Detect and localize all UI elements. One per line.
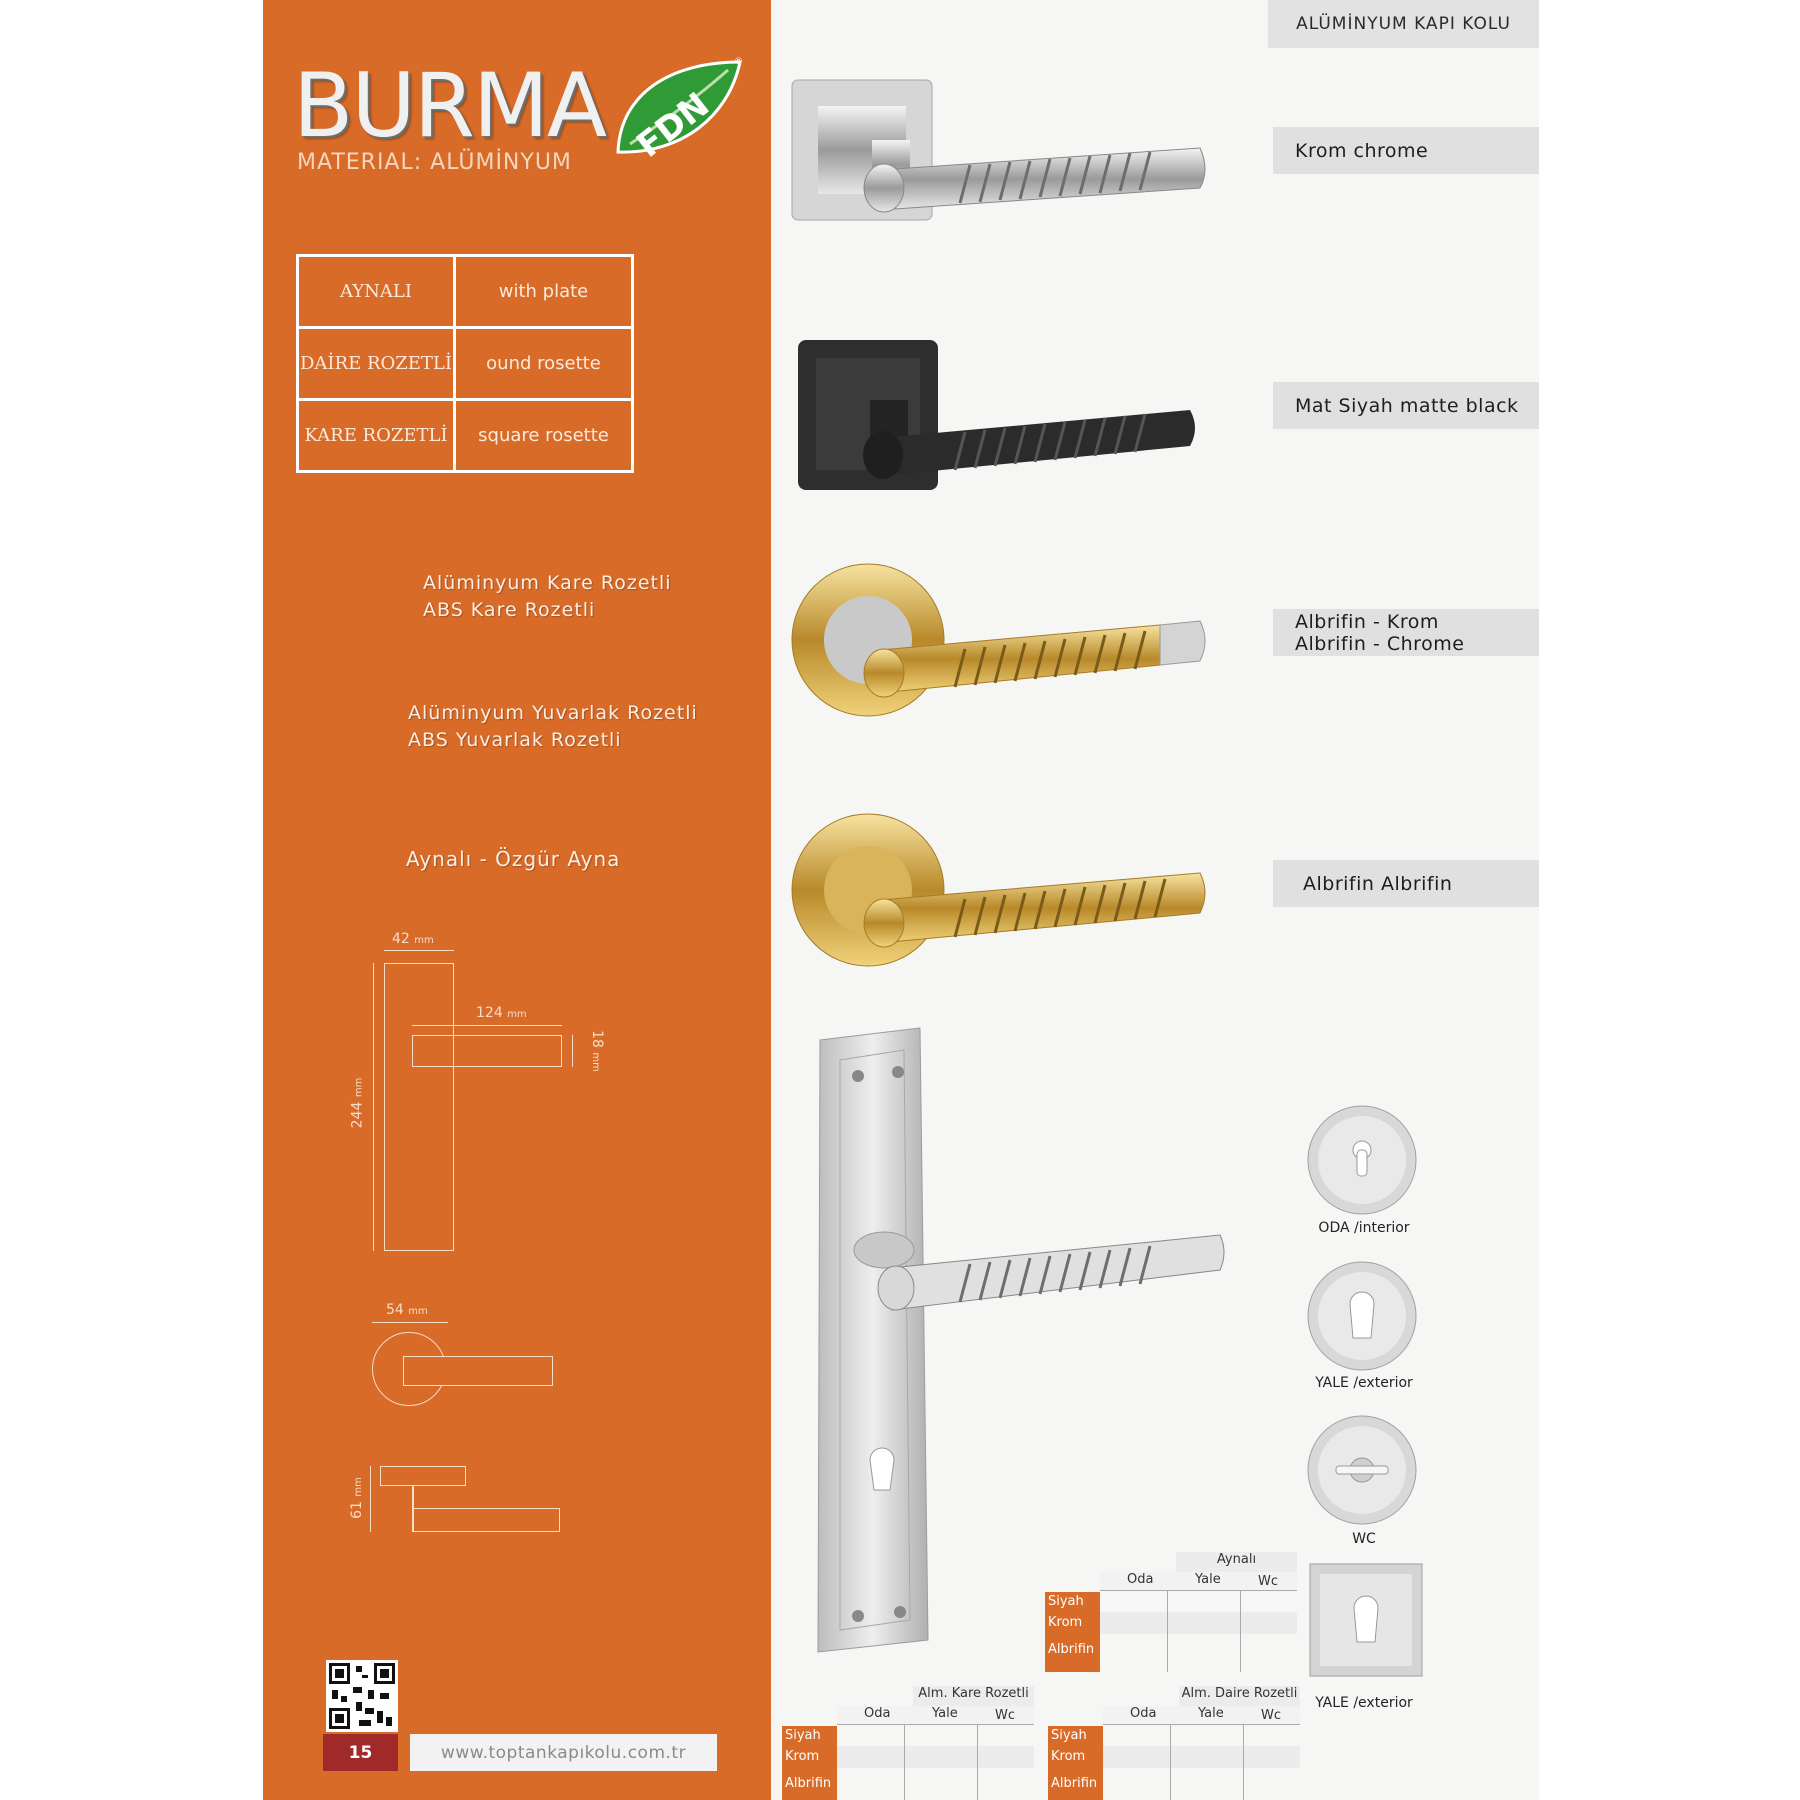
plate-type-en: square rosette xyxy=(455,400,633,472)
stock-table-title: Alm. Kare Rozetli xyxy=(913,1686,1034,1706)
plate-type-tr: KARE ROZETLİ xyxy=(298,400,455,472)
technical-drawing-side: 61 mm xyxy=(350,1460,570,1560)
plate-type-table xyxy=(296,254,634,473)
stock-table-aynali: Aynalı Oda Yale Wc Siyah Krom Albrifin xyxy=(1045,1552,1297,1672)
website-url[interactable]: www.toptankapıkolu.com.tr xyxy=(410,1734,717,1771)
product-title: BURMA xyxy=(293,54,606,157)
page-number: 15 xyxy=(323,1734,398,1771)
interior-keyhole-icon xyxy=(1306,1104,1418,1216)
handle-albrifin-chrome-image xyxy=(780,555,1240,735)
rosette-note-round: Alüminyum Yuvarlak Rozetli ABS Yuvarlak Rozetli xyxy=(408,702,698,751)
rosette-note-square: Alüminyum Kare Rozetli ABS Kare Rozetli xyxy=(423,572,672,621)
handle-matte-black-image xyxy=(780,330,1240,510)
category-tag: ALÜMİNYUM KAPI KOLU xyxy=(1268,0,1539,48)
finish-label-albrifin: Albrifin Albrifin xyxy=(1273,860,1539,907)
escutcheon-interior xyxy=(1306,1104,1418,1220)
plate-type-tr: AYNALI xyxy=(298,256,455,328)
escutcheon-square-yale xyxy=(1308,1562,1424,1682)
escutcheon-yale xyxy=(1306,1260,1418,1376)
stock-table-square-rosette: Alm. Kare Rozetli Oda Yale Wc Siyah Krom Albrifin xyxy=(782,1686,1034,1800)
finish-label-matte-black: Mat Siyah matte black xyxy=(1273,382,1539,429)
escutcheon-label: YALE /exterior xyxy=(1315,1695,1413,1711)
fdn-logo-icon xyxy=(610,54,745,166)
plate-type-tr: DAİRE ROZETLİ xyxy=(298,328,455,400)
handle-albrifin-image xyxy=(780,805,1240,985)
table-row xyxy=(298,400,633,472)
table-row xyxy=(298,328,633,400)
finish-label-albrifin-chrome: Albrifin - Krom Albrifin - Chrome xyxy=(1273,609,1539,656)
material-label: MATERIAL: ALÜMİNYUM xyxy=(297,150,572,175)
stock-table-title: Alm. Daire Rozetli xyxy=(1179,1686,1300,1706)
euro-cylinder-icon xyxy=(1306,1260,1418,1372)
logo-text: FDN xyxy=(629,84,718,166)
table-row xyxy=(298,256,633,328)
rosette-note-plate: Aynalı - Özgür Ayna xyxy=(406,847,621,871)
escutcheon-label: YALE /exterior xyxy=(1315,1375,1413,1391)
escutcheon-label: WC xyxy=(1352,1531,1376,1547)
escutcheon-wc xyxy=(1306,1414,1418,1530)
escutcheon-label: ODA /interior xyxy=(1318,1220,1410,1236)
technical-drawing-rosette: 54 mm xyxy=(370,1300,570,1420)
stock-table-round-rosette: Alm. Daire Rozetli Oda Yale Wc Siyah Krom Albrifin xyxy=(1048,1686,1300,1800)
wc-turn-icon xyxy=(1306,1414,1418,1526)
finish-label-chrome: Krom chrome xyxy=(1273,127,1539,174)
svg-text:®: ® xyxy=(734,57,743,67)
qr-code-icon xyxy=(326,1660,398,1732)
plate-type-en: with plate xyxy=(455,256,633,328)
handle-chrome-square-image xyxy=(780,60,1240,250)
stock-table-title: Aynalı xyxy=(1176,1552,1297,1572)
square-euro-cylinder-icon xyxy=(1308,1562,1424,1678)
technical-drawing-plate: 42 mm 244 mm 124 mm 18 mm xyxy=(340,925,630,1255)
plate-type-en: ound rosette xyxy=(455,328,633,400)
